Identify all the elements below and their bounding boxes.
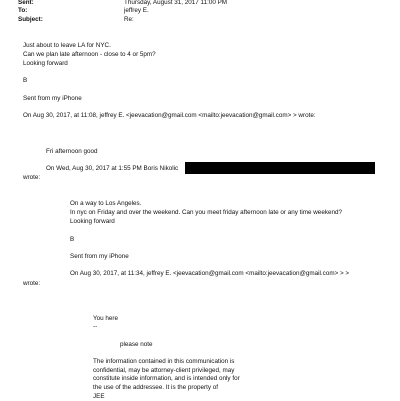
- message-2-wrote: wrote:: [23, 174, 41, 181]
- message-4-line-2: --: [93, 323, 98, 330]
- subject-label: Subject:: [18, 16, 43, 23]
- disclaimer-line-4: the use of the addressee. It is the property of: [93, 384, 218, 391]
- subject-value: Re:: [124, 16, 134, 23]
- message-3-line-2: In nyc on Friday and over the weekend. Can you meet friday afternoon late or any time weekend?: [70, 209, 342, 216]
- message-1-initial: B: [23, 77, 28, 84]
- disclaimer-line-5: JEE: [93, 393, 105, 400]
- message-3-line-3: Looking forward: [70, 218, 115, 225]
- message-3-wrote: wrote:: [23, 280, 41, 287]
- to-value: jeffrey E.: [124, 7, 149, 14]
- message-1-signature: Sent from my iPhone: [23, 95, 82, 102]
- message-1-line-1: Just about to leave LA for NYC.: [23, 42, 111, 49]
- message-2-body: Fri afternoon good: [46, 148, 98, 155]
- message-2-quote-header: On Wed, Aug 30, 2017 at 1:55 PM Boris Nikolic: [46, 165, 179, 172]
- message-4-line-1: You here: [93, 315, 118, 322]
- disclaimer-line-2: confidential, may be attorney-client privileged, may: [93, 367, 235, 374]
- message-3-initial: B: [70, 236, 75, 243]
- sent-value: Thursday, August 31, 2017 11:00 PM: [124, 0, 228, 6]
- message-3-line-1: On a way to Los Angeles.: [70, 200, 142, 207]
- redaction-bar: [185, 162, 375, 174]
- message-1-line-3: Looking forward: [23, 60, 68, 67]
- sent-label: Sent:: [18, 0, 34, 6]
- message-4-note: please note: [120, 341, 153, 348]
- to-label: To:: [18, 7, 28, 14]
- message-1-line-2: Can we plan late afternoon - close to 4 or 5pm?: [23, 51, 156, 58]
- message-1-quote-header: On Aug 30, 2017, at 11:08, jeffrey E. <jeevacation@gmail.com <mailto:jeevacation@gmail.com> > wrote:: [23, 112, 316, 119]
- disclaimer-line-3: constitute inside information, and is intended only for: [93, 375, 240, 382]
- disclaimer-line-1: The information contained in this communication is: [93, 358, 235, 365]
- message-3-signature: Sent from my iPhone: [70, 253, 129, 260]
- message-3-quote-header: On Aug 30, 2017, at 11:34, jeffrey E. <jeevacation@gmail.com <mailto:jeevacation@gmail.com> > >: [70, 270, 350, 277]
